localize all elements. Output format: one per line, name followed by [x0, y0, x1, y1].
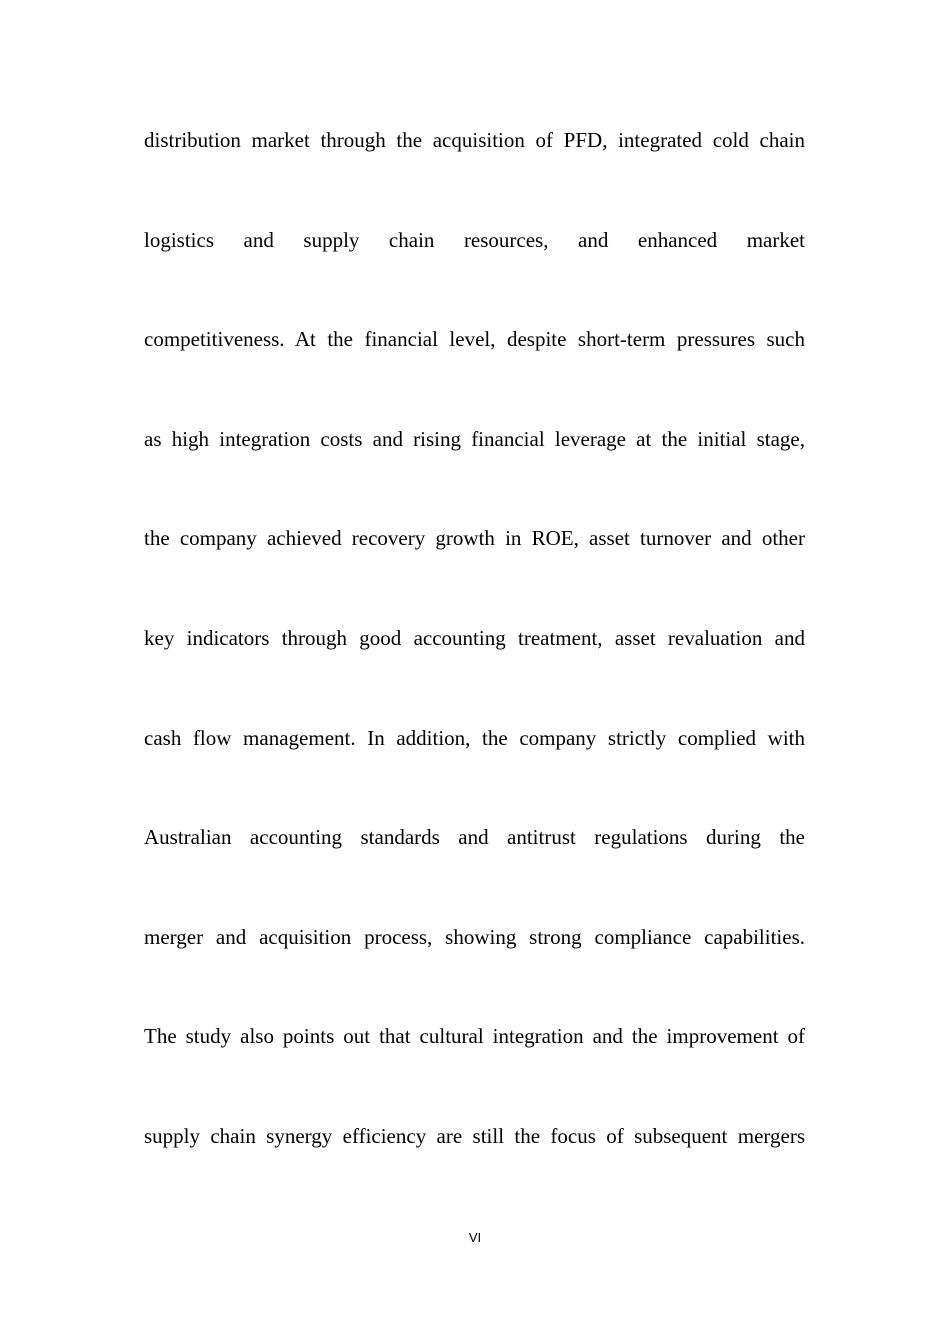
text-line: key indicators through good accounting treatment, asset revaluation and — [144, 625, 805, 650]
text-line: logistics and supply chain resources, and enhanced market — [144, 227, 805, 252]
text-line: the company achieved recovery growth in ROE, asset turnover and other — [144, 526, 805, 551]
text-line: supply chain synergy efficiency are still the focus of subsequent mergers — [144, 1123, 805, 1148]
text-line: The study also points out that cultural integration and the improvement of — [144, 1024, 805, 1049]
page-number: VI — [468, 1230, 482, 1245]
body-paragraph — [144, 112, 805, 1208]
text-line: distribution market through the acquisition of PFD, integrated cold chain — [144, 128, 805, 152]
text-line: as high integration costs and rising financial leverage at the initial stage, — [144, 426, 805, 451]
text-line: merger and acquisition process, showing strong compliance capabilities. — [144, 924, 805, 949]
text-line: cash flow management. In addition, the company strictly complied with — [144, 725, 805, 750]
text-line: Australian accounting standards and antitrust regulations during the — [144, 825, 805, 850]
text-line: competitiveness. At the financial level, despite short-term pressures such — [144, 327, 805, 352]
